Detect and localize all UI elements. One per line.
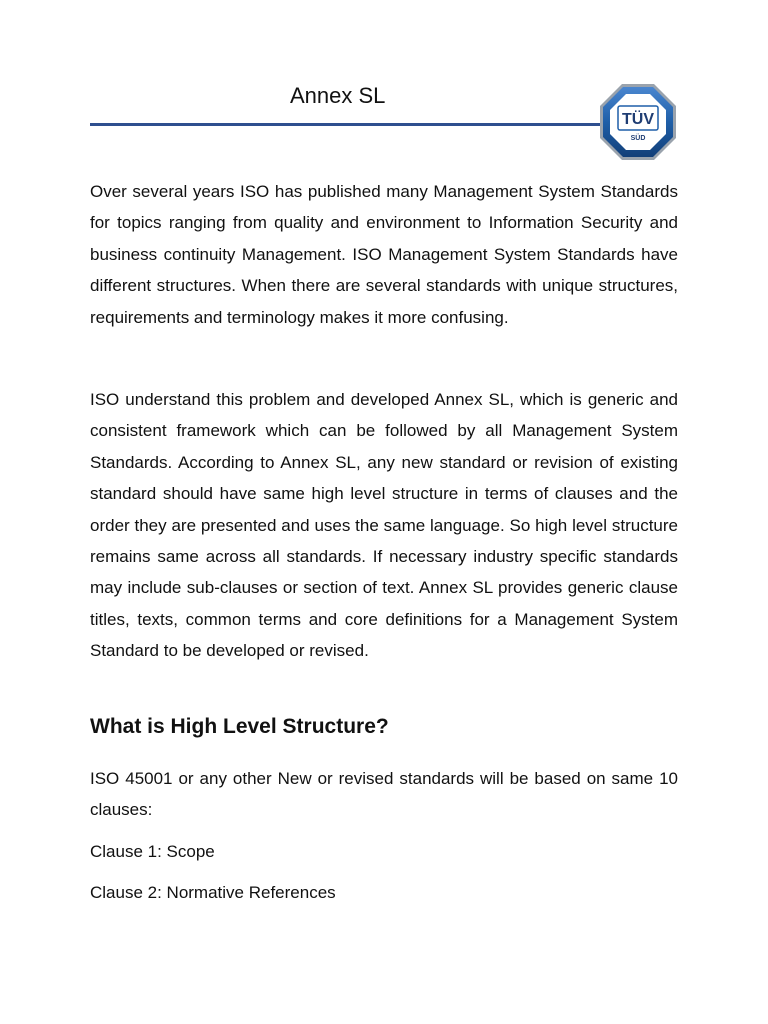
paragraph-intro: Over several years ISO has published many Management System Standards for topics ranging from quality and environment to Information Security and business continuity Management. ISO Management System Standards have different structures. When there are several standards with unique structures, requirements and terminology makes it more confusing. bbox=[90, 182, 678, 327]
tuv-sud-logo-icon bbox=[598, 82, 678, 162]
document-body bbox=[90, 176, 678, 918]
section-heading: What is High Level Structure? bbox=[90, 714, 389, 738]
logo-brand-text: TÜV bbox=[622, 111, 654, 128]
logo-sub-text: SÜD bbox=[630, 135, 646, 142]
title-underline-rule bbox=[90, 123, 610, 126]
clause-item: Clause 1: Scope bbox=[90, 841, 215, 861]
page-title: Annex SL bbox=[290, 83, 386, 108]
paragraph-annex-sl: ISO understand this problem and developed Annex SL, which is generic and consistent framework which can be followed by all Management System Standards. According to Annex SL, any new standard or revision of existing standard should have same high level structure in terms of clauses and the order they are presented and uses the same language. So high level structure remains same across all standards. If necessary industry specific standards may include sub-clauses or section of text. Annex SL provides generic clause titles, texts, common terms and core definitions for a Management System Standard to be developed or revised. bbox=[90, 390, 678, 661]
clause-item: Clause 2: Normative References bbox=[90, 882, 336, 902]
tuv-sud-logo-graphic bbox=[598, 82, 678, 162]
section-intro: ISO 45001 or any other New or revised standards will be based on same 10 clauses: bbox=[90, 768, 678, 820]
